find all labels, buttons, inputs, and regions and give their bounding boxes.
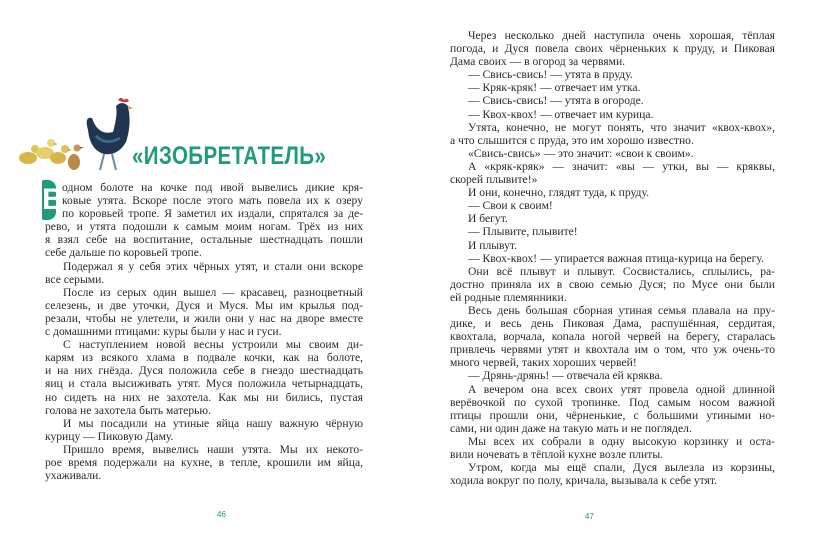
paragraph xyxy=(450,461,775,487)
text-line: Дама своих — в огород за червями. xyxy=(450,55,626,69)
paragraph xyxy=(45,260,363,286)
text-line: ковые утята. Вскоре после этого мать повела их к озеру xyxy=(62,194,363,208)
text-line: — Плывите, плывите! xyxy=(468,225,578,239)
paragraph xyxy=(450,94,775,107)
text-line: — Свись-свись! — утята в огороде. xyxy=(468,94,644,108)
text-line: селезень, и две уточки, Дуся и Муся. Мы им крылья под- xyxy=(45,298,363,312)
paragraph xyxy=(450,68,775,81)
text-line: Они всё плывут и плывут. Сосвистались, сплылись, ра- xyxy=(468,264,775,278)
text-line: много червей, таких хороших червей! xyxy=(450,356,637,370)
text-line: сами, ни один даже на такую мать и не поглядел. xyxy=(450,421,692,435)
text-line: И они, конечно, глядят туда, к пруду. xyxy=(468,186,649,200)
paragraph xyxy=(450,29,775,68)
text-line: резали, чтобы не улетели, и жили они у нас на дворе вместе xyxy=(45,311,363,325)
text-line: птицы прошли они, чёрненькие, с большими утиными но- xyxy=(450,408,775,422)
text-line: — Квох-квох! — упирается важная птица-курица на берегу. xyxy=(468,251,764,265)
text-line: ходила вокруг по полу, кричала, вызывала к себе утят. xyxy=(450,474,717,488)
paragraph xyxy=(450,369,775,382)
text-line: я взял себе на воспитание, остальные шестнадцать пошли xyxy=(45,233,363,247)
text-line: И бегут. xyxy=(468,212,508,226)
text-line: достно приняла их в свою семью Дуся; по Мусе они были xyxy=(450,277,775,291)
text-line: по коровьей тропе. Я заметил их издали, спрятался за де- xyxy=(62,207,363,221)
text-line: верёвочкой по сухой тропинке. Под самым носом важной xyxy=(450,395,775,409)
text-line: скорей плывите!» xyxy=(450,173,538,187)
text-line: — Дрянь-дрянь! — отвечала ей кряква. xyxy=(468,369,663,383)
paragraph xyxy=(450,199,775,212)
text-line: голова не захотела быть матерью. xyxy=(45,403,211,417)
text-line: Утром, когда мы ещё спали, Дуся вылезла из корзины, xyxy=(468,461,775,475)
text-line: квохтала, ворчала, копала ногой червей на берегу, старалась xyxy=(450,330,775,344)
paragraph xyxy=(450,239,775,252)
text-line: — Кряк-кряк! — отвечает им утка. xyxy=(468,81,641,95)
paragraph xyxy=(450,160,775,186)
text-line: С наступлением новой весны устроили мы своим ди- xyxy=(63,338,363,352)
text-line: Утята, конечно, не могут понять, что значит «квох-квох», xyxy=(468,120,775,134)
paragraph xyxy=(45,181,363,260)
duckling-icon xyxy=(68,145,84,171)
paragraph xyxy=(45,443,363,482)
text-line: И плывут. xyxy=(468,238,518,252)
hen-and-ducklings-illustration xyxy=(18,96,133,176)
text-line: Пришло время, вывелись наши утята. Мы их некото- xyxy=(63,442,363,456)
text-line: дике, и весь день Пиковая Дама, распушённая, сердитая, xyxy=(450,317,775,331)
text-line: а что слышится с пруда, это им хорошо известно. xyxy=(450,133,694,147)
paragraph xyxy=(450,121,775,147)
page-number: 46 xyxy=(217,510,226,519)
text-line: все серыми. xyxy=(45,272,105,286)
paragraph xyxy=(450,225,775,238)
paragraph xyxy=(450,435,775,461)
paragraph xyxy=(450,108,775,121)
text-line: и на них гнёзда. Дуся положила себе в гнездо шестнадцать xyxy=(45,364,363,378)
text-line: погода, и Дуся повела своих чёрненьких к пруду, и Пиковая xyxy=(450,42,775,56)
left-page-text xyxy=(45,181,363,482)
paragraph xyxy=(450,147,775,160)
text-line: рево, и утята подошли к самым моим ногам. Трёх из них xyxy=(45,220,363,234)
paragraph xyxy=(450,212,775,225)
text-line: привлечь червями утят и квохтала им о том, что уж очень-то xyxy=(450,343,775,357)
paragraph xyxy=(450,265,775,304)
paragraph xyxy=(45,338,363,417)
text-line: Через несколько дней наступила очень хорошая, тёплая xyxy=(468,29,775,42)
text-line: «Свись-свись» — это значит: «свои к своим». xyxy=(468,146,694,160)
paragraph xyxy=(450,304,775,369)
right-page xyxy=(410,0,820,544)
drop-cap: В xyxy=(42,180,56,220)
text-line: одном болоте на кочке под ивой вывелись дикие кря- xyxy=(62,181,363,194)
text-line: ей родные племянники. xyxy=(450,290,567,304)
text-line: с домашними птицами: куры были у нас и гуси. xyxy=(45,325,282,339)
text-line: ухаживали. xyxy=(45,469,102,483)
chapter-title: «ИЗОБРЕТАТЕЛЬ» xyxy=(132,142,327,170)
right-page-text xyxy=(450,29,775,487)
paragraph xyxy=(450,81,775,94)
text-line: курицу — Пиковую Даму. xyxy=(45,429,174,443)
text-line: вили ночевать в тёплой кухне возле плиты. xyxy=(450,448,664,461)
text-line: карям из всякого хлама в подвале кочки, как на болоте, xyxy=(45,351,363,365)
text-line: Весь день большая сборная утиная семья плавала на пру- xyxy=(468,303,775,317)
text-line: Мы всех их собрали в одну высокую корзинку и оста- xyxy=(468,434,775,448)
paragraph xyxy=(450,186,775,199)
text-line: И мы посадили на утиные яйца нашу важную чёрную xyxy=(63,416,363,430)
text-line: рое время подержали на кухне, в тепле, крошили им яйца, xyxy=(45,455,363,469)
text-line: себе дальше по коровьей тропе. xyxy=(45,246,202,260)
text-line: яиц и стала высиживать утят. Муся положила четырнадцать, xyxy=(45,377,363,391)
hen-icon xyxy=(87,98,133,170)
text-line: — Квох-квох! — отвечает им курица. xyxy=(468,107,654,121)
paragraph xyxy=(450,252,775,265)
text-line: А «кряк-кряк» — значит: «вы — утки, вы — кряквы, xyxy=(468,159,775,173)
paragraph xyxy=(450,383,775,435)
text-line: Подержал я у себя этих чёрных утят, и стали они вскоре xyxy=(63,259,363,273)
text-line: — Свись-свись! — утята в пруду. xyxy=(468,68,633,82)
text-line: — Свои к своим! xyxy=(468,199,553,213)
text-line: После из серых один вышел — красавец, разноцветный xyxy=(63,285,363,299)
page-number: 47 xyxy=(585,512,594,521)
paragraph xyxy=(45,417,363,443)
text-line: А вечером она всех своих утят провела одной длинной xyxy=(468,382,775,396)
paragraph xyxy=(45,286,363,338)
text-line: но сидеть на них не захотела. Как мы ни бились, пустая xyxy=(45,390,363,404)
